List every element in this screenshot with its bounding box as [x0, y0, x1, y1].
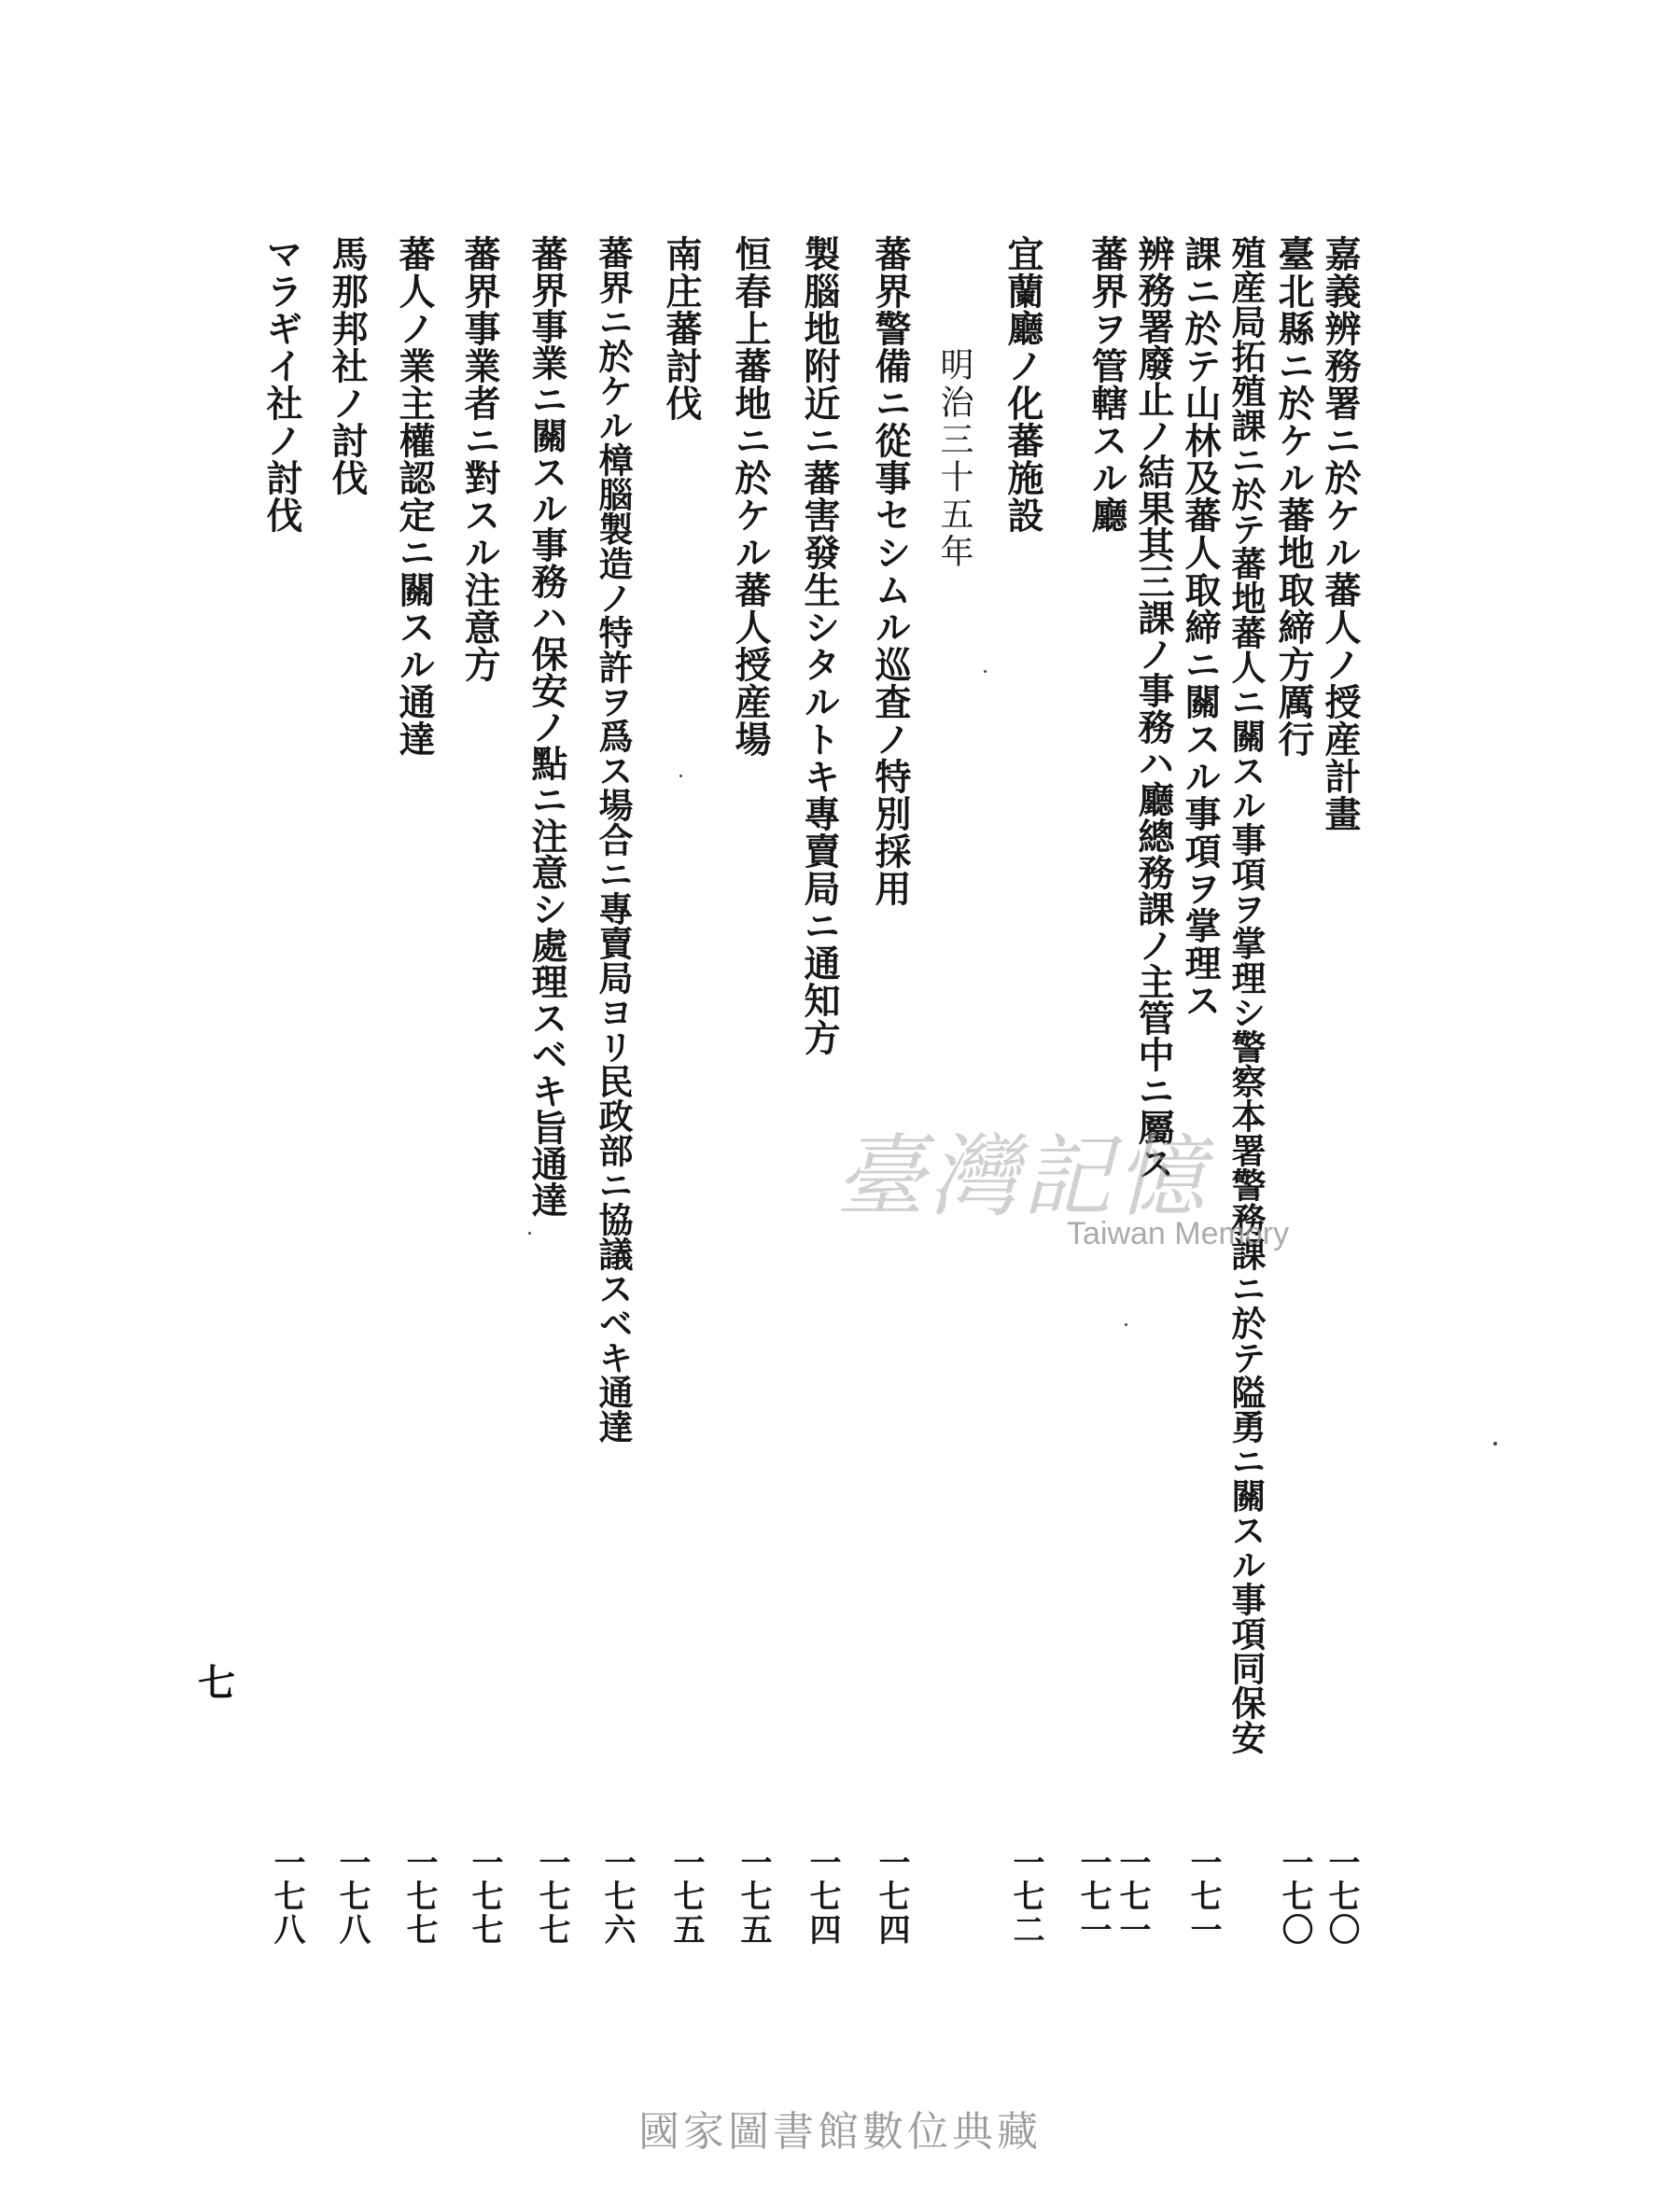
toc-page-number: 一七〇 [1323, 1846, 1360, 1947]
toc-page-number: 一七五 [667, 1846, 705, 1947]
toc-page-number: 一七四 [804, 1846, 841, 1947]
toc-entry-title: 課ニ於テ山林及蕃人取締ニ關スル事項ヲ掌理ス [1179, 235, 1222, 1019]
toc-entry-title: 蕃人ノ業主權認定ニ關スル通達 [393, 235, 436, 758]
footer-caption: 國家圖書館數位典藏 [638, 2108, 1042, 2156]
year-heading: 明治三十五年 [935, 347, 973, 571]
toc-page-number: 一七一 [1113, 1846, 1151, 1947]
toc-page-number: 一七八 [333, 1846, 371, 1947]
toc-page-number: 一七七 [466, 1846, 503, 1947]
toc-entry-title: 蕃界事業ニ關スル事務ハ保安ノ點ニ注意シ處理スベキ旨通達 [525, 235, 568, 1218]
toc-page-number: 一七七 [533, 1846, 570, 1947]
toc-page-number: 一七一 [1074, 1846, 1112, 1947]
toc-entry-title: 蕃界警備ニ從事セシムル巡査ノ特別採用 [869, 235, 912, 907]
toc-page-number: 一七七 [400, 1846, 438, 1947]
watermark-english-text: Taiwan Memory [1067, 1216, 1290, 1251]
folio-number: 七 [198, 1661, 235, 1705]
toc-entry-title: 臺北縣ニ於ケル蕃地取締方厲行 [1272, 235, 1315, 758]
watermark-chinese-text: 臺灣記憶 [835, 1124, 1209, 1229]
toc-entry-title: 蕃界ヲ管轄スル廳 [1085, 235, 1128, 534]
toc-page-number: 一七二 [1007, 1846, 1044, 1947]
scan-speck [1125, 1323, 1127, 1326]
toc-entry-title: 辨務署廢止ノ結果其三課ノ事務ハ廳總務課ノ主管中ニ屬ス [1132, 235, 1175, 1181]
toc-page-number: 一七〇 [1276, 1846, 1313, 1947]
toc-entry-title: 蕃界事業者ニ對スル注意方 [458, 235, 501, 683]
toc-page-number: 一七八 [268, 1846, 305, 1947]
toc-page-number: 一七五 [735, 1846, 772, 1947]
scan-speck [984, 670, 987, 673]
scan-speck [528, 1232, 531, 1235]
toc-entry-title: 製腦地附近ニ蕃害發生シタルトキ專賣局ニ通知方 [798, 235, 841, 1056]
toc-entry-title: 殖産局拓殖課ニ於テ蕃地蕃人ニ關スル事項ヲ掌理シ警察本署警務課ニ於テ隘勇ニ關スル事項同保安 [1225, 235, 1267, 1754]
toc-page-number: 一七六 [598, 1846, 636, 1947]
toc-entry-title: 宜蘭廳ノ化蕃施設 [1001, 235, 1044, 534]
watermark-logo [835, 1106, 1321, 1264]
toc-page-number: 一七一 [1184, 1846, 1222, 1947]
toc-page-number: 一七四 [873, 1846, 910, 1947]
scan-speck [1493, 1442, 1497, 1446]
toc-entry-title: 南庄蕃討伐 [660, 235, 703, 422]
toc-entry-title: 蕃界ニ於ケル樟腦製造ノ特許ヲ爲ス場合ニ專賣局ヨリ民政部ニ協議スベキ通達 [593, 235, 634, 1444]
toc-entry-title: マラギイ社ノ討伐 [260, 235, 303, 534]
toc-entry-title: 嘉義辨務署ニ於ケル蕃人ノ授産計畫 [1319, 235, 1362, 832]
toc-entry-title: 馬那邦社ノ討伐 [326, 235, 369, 496]
scan-speck [679, 775, 682, 777]
toc-entry-title: 恒春上蕃地ニ於ケル蕃人授産場 [729, 235, 772, 758]
